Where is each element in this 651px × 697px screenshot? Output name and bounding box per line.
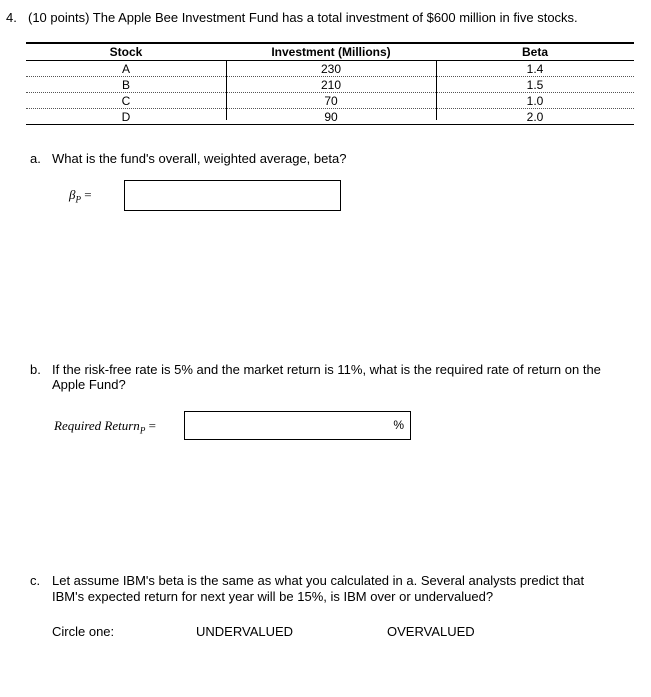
part-c-letter: c. bbox=[30, 573, 41, 588]
cell-investment: 90 bbox=[324, 110, 338, 124]
overvalued-option[interactable]: OVERVALUED bbox=[387, 624, 475, 639]
table-row bbox=[26, 93, 634, 109]
circle-one-label: Circle one: bbox=[52, 624, 115, 639]
cell-investment: 70 bbox=[324, 94, 338, 108]
beta-answer-box[interactable] bbox=[124, 180, 341, 211]
required-return-text: Required Return bbox=[54, 418, 140, 433]
cell-beta: 1.0 bbox=[526, 94, 544, 108]
part-c-text-line1: Let assume IBM's beta is the same as what you calculated in a. Several analysts predict that bbox=[52, 573, 585, 588]
part-a-text: What is the fund's overall, weighted average, beta? bbox=[52, 151, 347, 166]
header-investment: Investment (Millions) bbox=[271, 45, 391, 59]
cell-stock: A bbox=[121, 62, 130, 76]
cell-beta: 1.4 bbox=[526, 62, 544, 76]
part-b-text-line1: If the risk-free rate is 5% and the market return is 11%, what is the required rate of return on the bbox=[52, 362, 601, 377]
table-row bbox=[26, 109, 634, 125]
header-beta: Beta bbox=[521, 45, 548, 59]
required-return-subscript: P bbox=[139, 425, 146, 436]
cell-stock: C bbox=[121, 94, 131, 108]
column-divider bbox=[226, 60, 227, 120]
part-b-text-line2: Apple Fund? bbox=[52, 377, 126, 392]
cell-stock: B bbox=[121, 78, 130, 92]
cell-beta: 2.0 bbox=[526, 110, 544, 124]
investment-table bbox=[26, 42, 634, 125]
equals-sign: = bbox=[84, 187, 92, 202]
table-row bbox=[26, 61, 634, 77]
column-divider bbox=[436, 60, 437, 120]
part-b-letter: b. bbox=[30, 362, 41, 377]
header-stock: Stock bbox=[109, 45, 143, 59]
question-text: (10 points) The Apple Bee Investment Fund has a total investment of $600 million in five stocks. bbox=[28, 10, 578, 25]
question-number: 4. bbox=[6, 10, 17, 25]
beta-symbol: β bbox=[69, 187, 76, 202]
cell-beta: 1.5 bbox=[526, 78, 544, 92]
part-a-letter: a. bbox=[30, 151, 41, 166]
required-return-answer-box[interactable] bbox=[184, 411, 411, 440]
equals-sign: = bbox=[148, 418, 156, 433]
table-row bbox=[26, 77, 634, 93]
part-c-text-line2: IBM's expected return for next year will be 15%, is IBM over or undervalued? bbox=[52, 589, 494, 604]
cell-stock: D bbox=[121, 110, 131, 124]
percent-unit: % bbox=[393, 418, 404, 432]
cell-investment: 210 bbox=[320, 78, 342, 92]
required-return-label bbox=[54, 418, 156, 436]
table-header bbox=[26, 42, 634, 61]
beta-subscript: P bbox=[75, 194, 81, 205]
undervalued-option[interactable]: UNDERVALUED bbox=[196, 624, 294, 639]
cell-investment: 230 bbox=[320, 62, 342, 76]
beta-p-label bbox=[69, 187, 92, 205]
